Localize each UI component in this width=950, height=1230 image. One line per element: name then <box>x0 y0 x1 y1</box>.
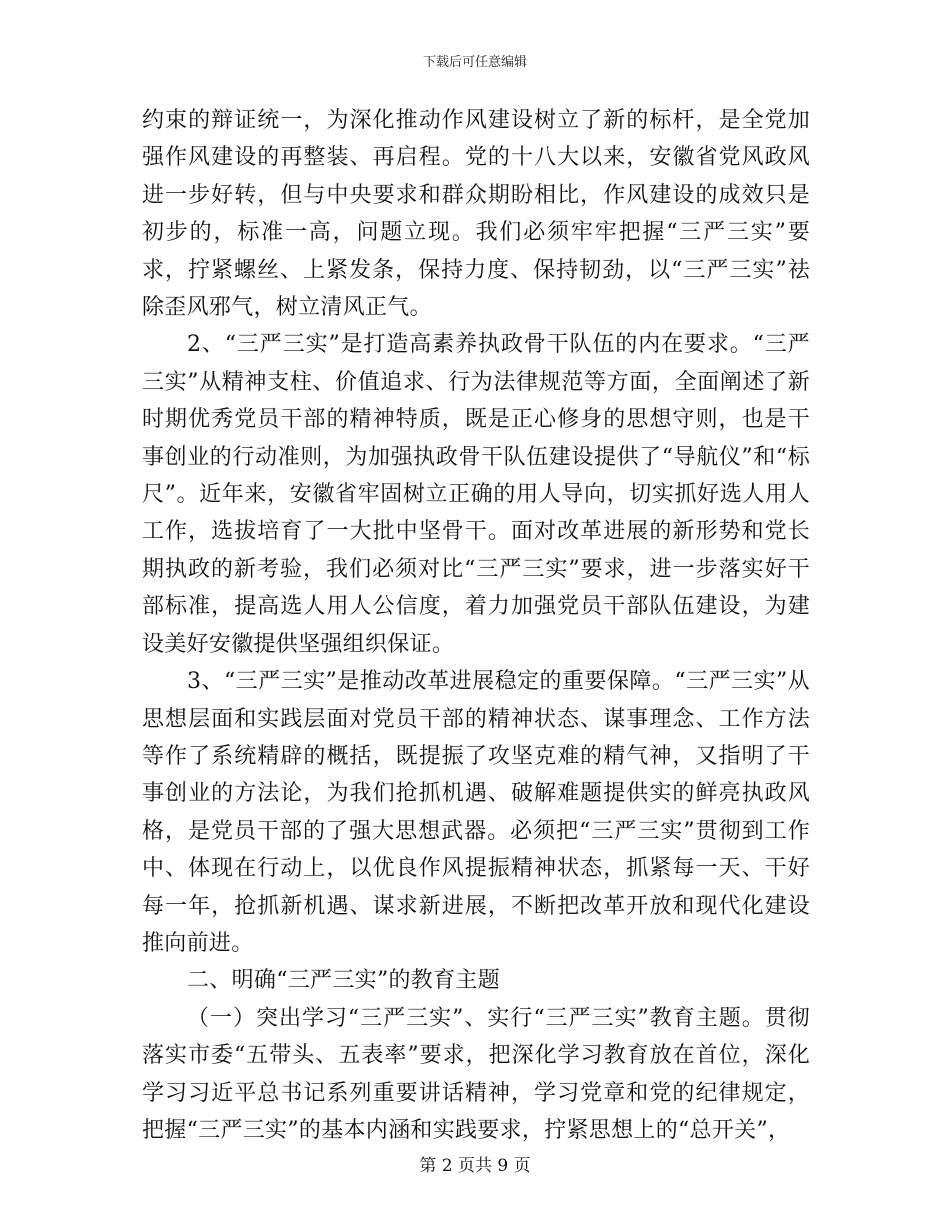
paragraph-point-2: 2、“三严三实”是打造高素养执政骨干队伍的内在要求。“三严三实”从精神支柱、价值追求、行为法律规范等方面，全面阐述了新时期优秀党员干部的精神特质，既是正心修身的思想守则，也是干事创业的行动准则，为加强执政骨干队伍建设提供了“导航仪”和“标尺”。近年来，安徽省牢固树立正确的用人导向，切实抓好选人用人工作，选拔培育了一大批中坚骨干。面对改革进展的新形势和党长期执政的新考验，我们必须对比“三严三实”要求，进一步落实好干部标准，提高选人用人公信度，着力加强党员干部队伍建设，为建设美好安徽提供坚强组织保证。 <box>142 332 810 657</box>
paragraph-continuation: 约束的辩证统一，为深化推动作风建设树立了新的标杆，是全党加强作风建设的再整装、再启程。党的十八大以来，安徽省党风政风进一步好转，但与中央要求和群众期盼相比，作风建设的成效只是初步的，标准一高，问题立现。我们必须牢牢把握“三严三实”要求，拧紧螺丝、上紧发条，保持力度、保持韧劲，以“三严三实”祛除歪风邪气，树立清风正气。 <box>142 108 810 321</box>
paragraph-point-3: 3、“三严三实”是推动改革进展稳定的重要保障。“三严三实”从思想层面和实践层面对党员干部的精神状态、谋事理念、工作方法等作了系统精辟的概括，既提振了攻坚克难的精气神，又指明了干事创业的方法论，为我们抢抓机遇、破解难题提供实的鲜亮执政风格，是党员干部的了强大思想武器。必须把“三严三实”贯彻到工作中、体现在行动上，以优良作风提振精神状态，抓紧每一天、干好每一年，抢抓新机遇、谋求新进展，不断把改革开放和现代化建设推向前进。 <box>142 669 810 956</box>
page-number: 第 2 页共 9 页 <box>419 1156 531 1176</box>
section-heading-2: 二、明确“三严三实”的教育主题 <box>187 968 500 994</box>
page-header <box>0 54 950 72</box>
header-note: 下载后可任意编辑 <box>422 55 527 70</box>
paragraph-subsection-1: （一）突出学习“三严三实”、实行“三严三实”教育主题。贯彻落实市委“五带头、五表率”要求，把深化学习教育放在首位，深化学习习近平总书记系列重要讲话精神，学习党章和党的纪律规定，把握“三严三实”的基本内涵和实践要求，拧紧思想上的“总开关”， <box>142 1005 810 1143</box>
page-footer <box>0 1155 950 1177</box>
document-body <box>142 102 810 1149</box>
